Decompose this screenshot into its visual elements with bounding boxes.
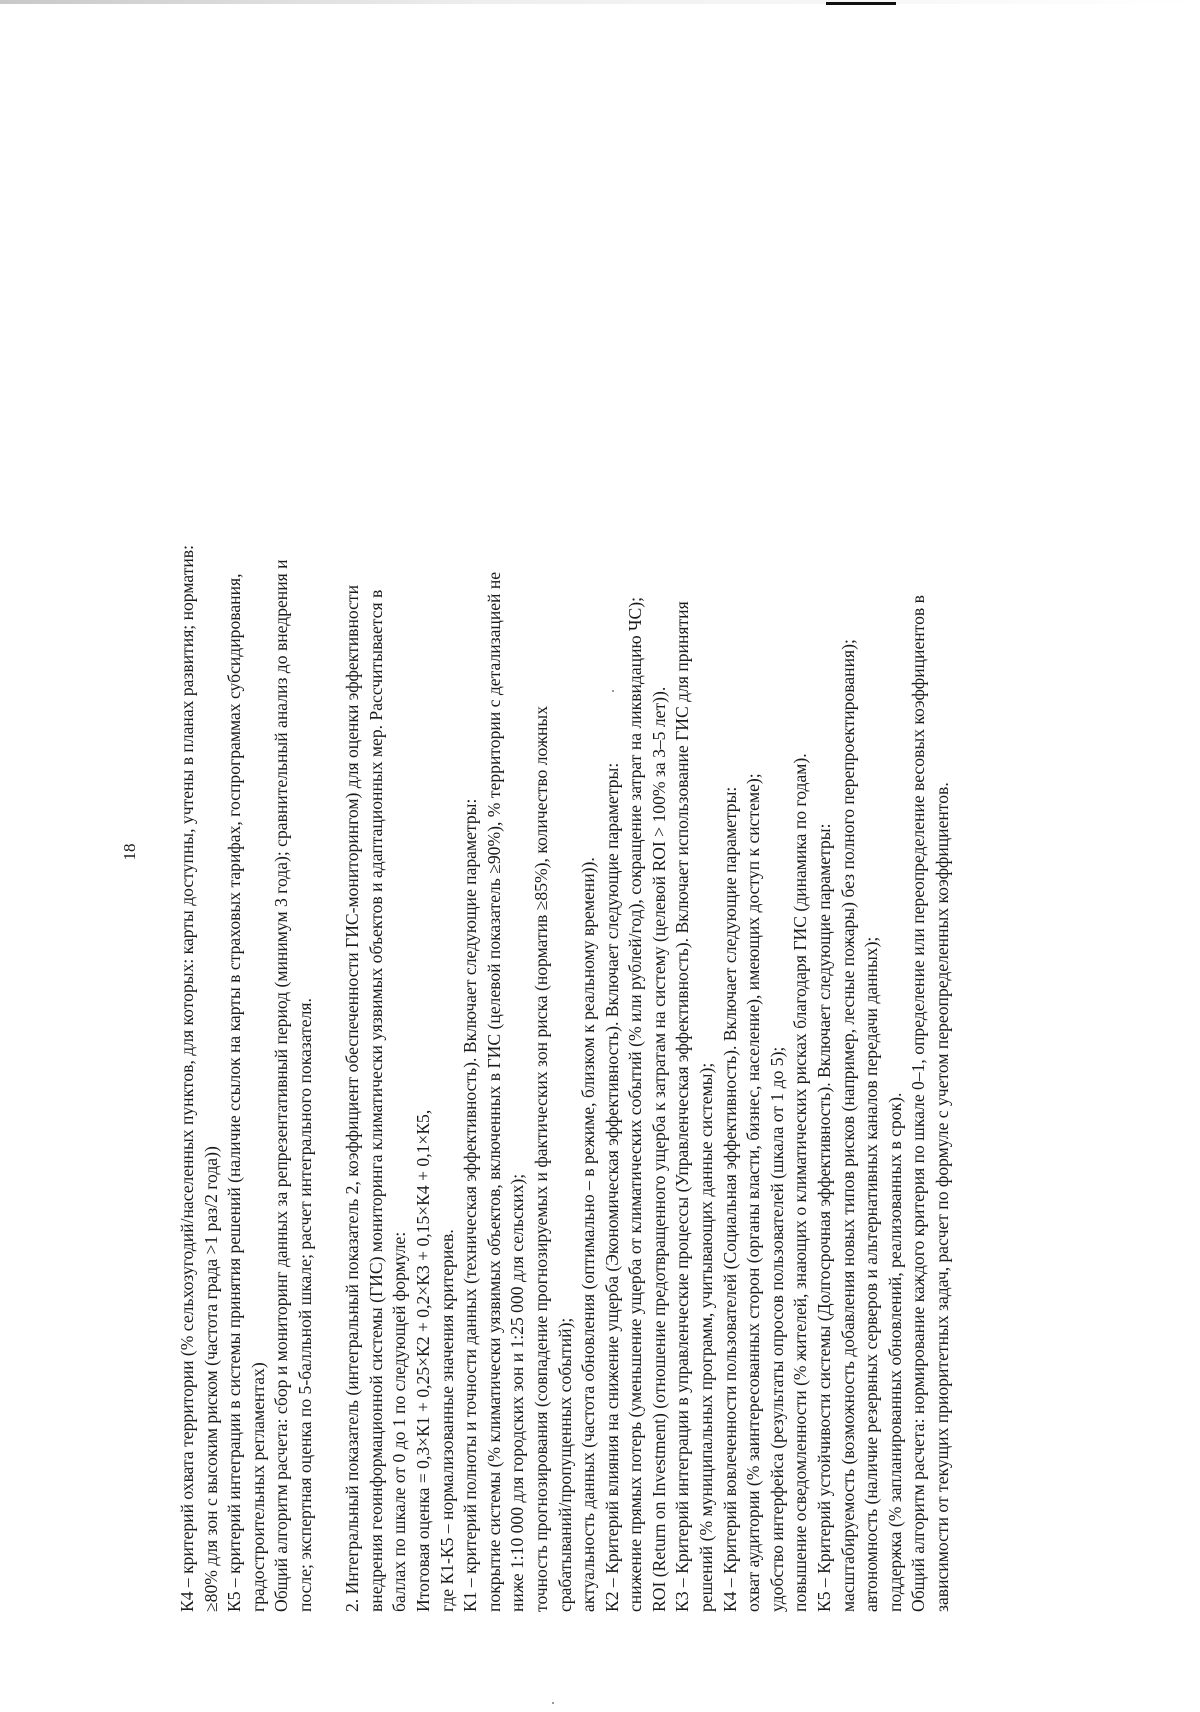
text-line: К5 – Критерий устойчивости системы (Долгосрочная эффективность). Включает следующие параметры: [814,823,835,1612]
text-line: К3 – Критерий интеграции в управленческие процессы (Управленческая эффективность). Включает использование ГИС для принятия [672,601,693,1612]
page-number: 18 [120,843,139,861]
text-line: точность прогнозирования (совпадение прогнозируемых и фактических зон риска (норматив ≥85%), количество ложных [530,705,551,1612]
text-line: масштабируемость (возможность добавления новых типов рисков (например, лесные пожары) без полного перепроектирования); [837,639,858,1612]
text-line: автономность (наличие резервных серверов и альтернативных каналов передачи данных); [861,936,882,1612]
text-line: К4 – Критерий вовлеченности пользователей (Социальная эффективность). Включает следующие параметры: [719,786,740,1612]
text-line: ниже 1:10 000 для городских зон и 1:25 000 для сельских); [507,1173,528,1612]
text-line: К1 – критерий полноты и точности данных (техническая эффективность). Включает следующие параметры: [460,798,481,1612]
text-line: зависимости от текущих приоритетных задач, расчет по формуле с учетом переопределенных коэффициентов. [932,782,952,1612]
text-line: поддержка (% запланированных обновлений, реализованных в срок). [884,1092,905,1612]
text-line: удобство интерфейса (результаты опросов пользователей (шкала от 1 до 5); [766,1046,787,1612]
rotated-page [120,92,1060,1612]
text-line: К4 – критерий охвата территории (% сельхозугодий/населенных пунктов, для которых: карты доступны, учтены в планах развития; норматив: [177,544,197,1612]
text-line: срабатываний/пропущенных событий); [554,1317,575,1612]
text-line: К5 – критерий интеграции в системы принятия решений (наличие ссылок на карты в страховых тарифах, госпрограммах субсидирования, [224,573,245,1612]
text-line: К2 – Критерий влияния на снижение ущерба (Экономическая эффективность). Включает следующие параметры: [601,762,622,1612]
document-body [176,92,955,1612]
text-line: ≥80% для зон с высоким риском (частота града >1 раз/2 года)) [200,1146,221,1612]
text-line: градостроительных регламентах) [247,1362,268,1612]
text-line: снижение прямых потерь (уменьшение ущерба от климатических событий (% или рублей/год), сокращение затрат на ликвидацию ЧС); [625,597,646,1612]
scan-mark [826,2,896,5]
text-line: Общий алгоритм расчета: нормирование каждого критерия по шкале 0–1, определение или переопределение весовых коэффициентов в [908,595,929,1612]
text-line: баллах по шкале от 0 до 1 по следующей формуле: [389,1231,410,1612]
text-line: 2. Интегральный показатель (интегральный показатель 2, коэффициент обеспеченности ГИС-мониторингом) для оценки эффективности [342,584,363,1612]
formula-line: Итоговая оценка = 0,3×К1 + 0,25×К2 + 0,2×К3 + 0,15×К4 + 0,1×К5, [412,1109,433,1612]
text-line: где К1-К5 – нормализованные значения критериев. [436,1229,457,1612]
text-line: покрытие системы (% климатически уязвимых объектов, включенных в ГИС (целевой показатель ≥90%), % территории с детализацией не [483,571,504,1612]
text-line: после; экспертная оценка по 5-балльной шкале; расчет интегрального показателя. [294,998,315,1612]
text-line: решений (% муниципальных программ, учитывающих данные системы); [696,1062,717,1612]
text-line: Общий алгоритм расчета: сбор и мониторинг данных за репрезентативный период (минимум 3 года); сравнительный анализ до внедрения и [271,559,292,1612]
text-line: охват аудитории (% заинтересованных сторон (органы власти, бизнес, население), имеющих доступ к системе); [743,773,764,1612]
text-line: внедрения геоинформационной системы (ГИС) мониторинга климатически уязвимых объектов и адаптационных мер. Рассчитывается в [365,589,386,1612]
paragraph-gap [318,92,342,1612]
text-line: актуальность данных (частота обновления (оптимально – в режиме, близком к реальному времени)). [578,857,599,1612]
text-line: ROI (Return on Investment) (отношение предотвращенного ущерба к затратам на систему (целевой ROI > 100% за 3–5 лет)). [648,686,669,1612]
scan-speck [552,1702,554,1704]
text-line: повышение осведомленности (% жителей, знающих о климатических рисках благодаря ГИС (динамика по годам). [790,753,811,1612]
scan-top-edge [0,0,1200,4]
